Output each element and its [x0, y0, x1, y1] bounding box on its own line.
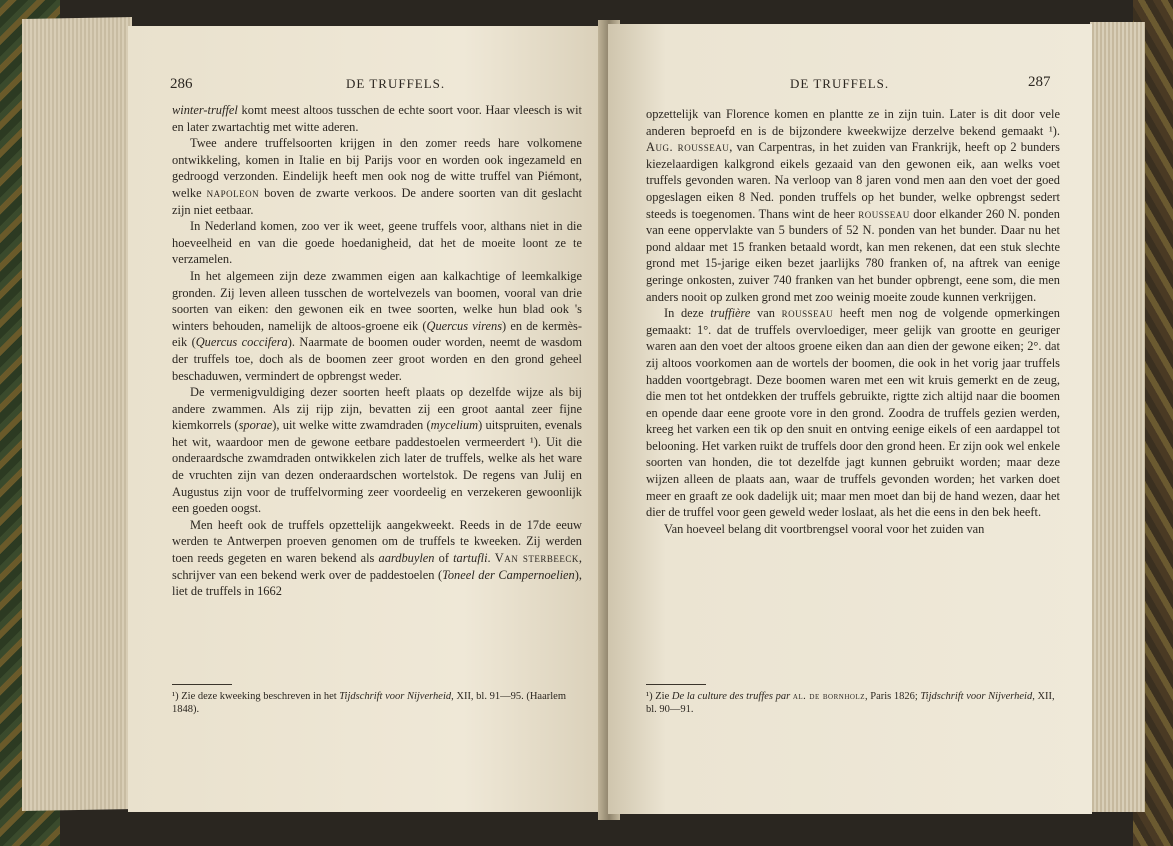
text-run: Van hoeveel belang dit voortbrengsel vooral voor het zuiden van — [664, 521, 985, 536]
paragraph — [172, 102, 582, 135]
text-run: ¹) Zie deze kweeking beschreven in het — [172, 691, 340, 702]
small-caps-name: rousseau — [858, 206, 910, 221]
running-head: DE TRUFFELS. — [790, 76, 890, 91]
page-number: 286 — [170, 76, 193, 92]
text-run: boven de zwarte verkoos. De andere soorten van dit geslacht zijn niet eetbaar. — [172, 185, 582, 217]
italic-text: Tijdschrift voor Nijverheid — [920, 691, 1033, 702]
page-stack-left — [22, 17, 132, 811]
italic-text: Quercus coccifera — [195, 335, 288, 350]
paragraph — [646, 106, 1060, 305]
text-run: of — [434, 551, 454, 566]
text-run: heeft men nog de volgende opmerkingen gemaakt: 1°. dat de truffels overvloediger, meer gelijk van grootte en geuriger waren aan den voet der altoos groene eiken dan aan dien der gewone eiken; 2°. dat zij altoos voorkomen aan de wortels der boomen, die ook in het vorig jaar truffels hadden voortgebragt. Deze boomen waren met een wit kruis gemerkt en de zeug, die men tot het ontdekken der truffels gebruikte, rigtte zich altijd naar die boomen en opende daar eene groote vore in den grond. Zoodra de truffels gezien werden, kreeg het varken een tik op den snuit en ontving eenige eikels of een aardappel tot belooning. Het varken ruikt de truffels door den grond heen. Er zijn ook wel enkele soorten van honden, die tot dezelfde jagt kunnen gebruikt worden; maar deze wijzen alleen de plaats aan, waar de truffels gevonden worden; het varken doet meer en graaft ze ook dadelijk uit; maar men moet dan bij de hand wezen, daar het dier de truffel voor geen geweld weder loslaat, als het die eens in den bek heeft. — [646, 306, 1060, 520]
paragraph — [172, 218, 582, 268]
small-caps-name: rousseau — [781, 306, 834, 321]
footnote — [172, 690, 582, 716]
small-caps-name: Aug. rousseau — [646, 140, 730, 155]
italic-text: Quercus virens — [426, 318, 503, 333]
body-text — [172, 102, 582, 600]
text-run: ), liet de truffels in 1662 — [172, 567, 582, 599]
footnote-rule — [172, 684, 232, 685]
text-run: , van Carpentras, in het zuiden van Frankrijk, heeft op 2 bunders kiezelaardigen kalkgrond eikels gezaaid van den gewonen eik, aan welks voet truffels gevonden waren. Na verloop van 8 jaren vond men aan den voet der goed opgeslagen eiken 8 Ned. ponden truffels op het bunder, welke opbrengst sedert steeds is toegenomen. Thans wint de heer — [646, 140, 1060, 221]
italic-text: truffière — [710, 306, 751, 321]
text-run: ), uit welke witte zwamdraden ( — [272, 418, 431, 433]
small-caps-name: al. de bornholz — [792, 691, 865, 702]
italic-text: sporae — [238, 418, 273, 433]
text-run: , XII, bl. 90—91. — [646, 691, 1055, 715]
italic-text: winter-truffel — [172, 103, 238, 117]
text-run: van — [750, 306, 782, 321]
text-run: Twee andere truffelsoorten krijgen in den zomer reeds hare volkomene ontwikkeling, komen in Italie en bij Parijs voor en worden ook ingezameld en gedroogd verzonden. Eindelijk heeft men ook nog de witte truffel van Piémont, welke — [172, 136, 582, 200]
text-run: opzettelijk van Florence komen en plantte ze in zijn tuin. Later is dit door vele anderen beproefd en is de bijzondere kweekwijze derzelve bekend gemaakt ¹). — [646, 107, 1060, 138]
italic-text: tartufli — [453, 551, 488, 566]
italic-text: Toneel der Campernoelien — [442, 567, 575, 582]
right-page — [608, 24, 1092, 814]
text-run: , XII, bl. 91—95. (Haarlem 1848). — [172, 691, 566, 715]
italic-text: Tijdschrift voor Nijverheid — [339, 691, 452, 702]
paragraph — [172, 135, 582, 218]
body-text — [646, 106, 1060, 537]
page-number: 287 — [1028, 74, 1051, 90]
text-run: ) en de kermès-eik ( — [172, 318, 582, 350]
text-run: In het algemeen zijn deze zwammen eigen aan kalkachtige of leemkalkige gronden. Zij leven alleen tusschen de wortelvezels van boomen, vooral van drie soorten van eiken: den gewonen eik en twee soorten, welke hun blad ook 's winters behouden, namelijk de altoos-groene eik ( — [172, 268, 582, 333]
italic-text: De la culture des truffes par — [671, 691, 791, 702]
text-run: door elkander 260 N. ponden van eene oppervlakte van 5 bunders of 52 N. ponden van het bunder. Daar nu het pond aldaar met 15 franken betaald wordt, kan men rekenen, dat een stuk slechte grond met 15-jarige eiken bezet jaarlijks 780 franken of, na aftrek van eenige geringe onkosten, zuiver 740 franken van het bunder opbrengt, eene som, die men anders nooit op zulken grond met zoo weinig moeite zoude kunnen verkrijgen. — [646, 206, 1061, 304]
paragraph — [172, 268, 582, 384]
text-run: , Paris 1826; — [864, 691, 921, 702]
text-run: Men heeft ook de truffels opzettelijk aangekweekt. Reeds in de 17de eeuw werden te Antwerpen proeven genomen om de truffels te kweeken. Zij werden toen reeds gegeten en waren bekend als — [172, 517, 582, 566]
left-page — [128, 26, 608, 812]
small-caps-name: napoleon — [206, 185, 260, 200]
text-run: De vermenigvuldiging dezer soorten heeft plaats op dezelfde wijze als bij andere zwammen. Als zij rijp zijn, bevatten zij een groot aantal zeer fijne kiemkorrels ( — [172, 385, 582, 433]
paragraph — [172, 517, 582, 600]
italic-text: aardbuylen — [378, 551, 435, 566]
text-run: , schrijver van een bekend werk over de paddestoelen ( — [172, 551, 582, 582]
text-run: ). Naarmate de boomen ouder worden, neemt de wasdom der truffels toe, doch als de boomen zeer groot worden en den grond geheel beschaduwen, vermindert de opbrengst weder. — [172, 335, 582, 383]
running-head: DE TRUFFELS. — [346, 76, 446, 91]
text-run: ) uitspruiten, evenals het wit, waardoor men de gewone eetbare paddestoelen vermeerdert ¹). Uit die onderaardsche zwamdraden ontwikkelen zich later de truffels, welke als het ware de vruchten zijn van dezen onderaardschen wortelstok. De regens van Julij en Augustus zijn voor de truffelvorming zeer voordeelig en verzekeren gewoonlijk een goeden oogst. — [172, 418, 583, 516]
paragraph — [172, 384, 582, 517]
text-run: In Nederland komen, zoo ver ik weet, geene truffels voor, althans niet in die hoeveelheid en van die goede hoedanigheid, dat het de moeite loont ze te verzamelen. — [172, 219, 582, 267]
text-run: ¹) Zie — [646, 691, 672, 702]
paragraph — [646, 521, 1060, 538]
paragraph — [646, 305, 1060, 521]
small-caps-name: Van sterbeeck — [494, 551, 579, 566]
italic-text: mycelium — [430, 418, 479, 433]
text-run: In deze — [664, 306, 711, 321]
text-run: komt meest altoos tusschen de echte soort voor. Haar vleesch is wit en later zwartachtig met witte aderen. — [172, 103, 582, 134]
footnote — [646, 690, 1060, 716]
footnote-rule — [646, 684, 706, 685]
page-stack-right — [1090, 22, 1145, 812]
text-run: . — [487, 551, 495, 566]
